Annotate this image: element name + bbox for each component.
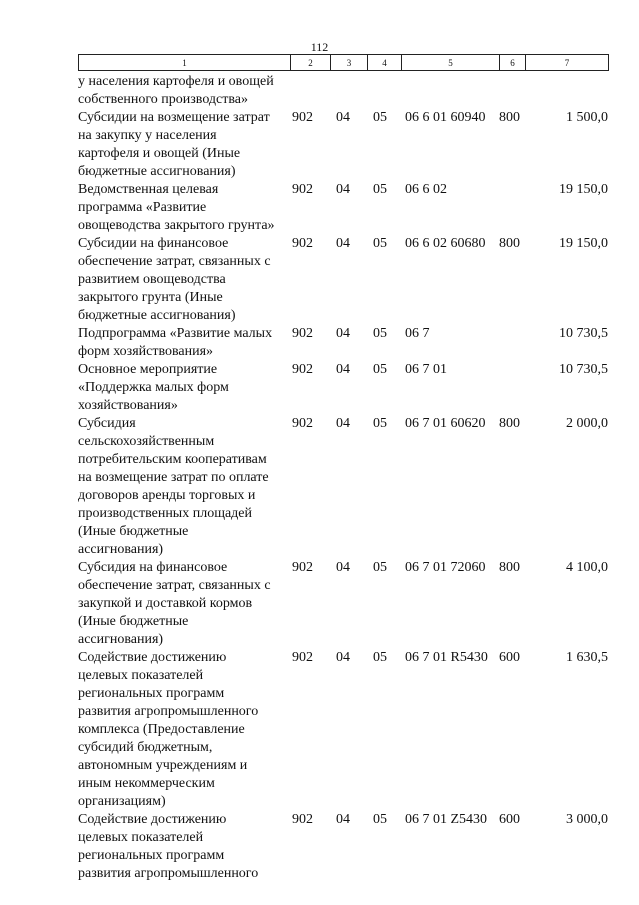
row-name: Ведомственная целевая программа «Развитие овощеводства закрытого грунта» — [78, 182, 275, 233]
table-row — [78, 235, 609, 325]
row-name: Содействие достижению целевых показателей региональных программ развития агропромышленного — [78, 812, 259, 881]
column-header-4: 4 — [368, 55, 402, 70]
row-section-code: 04 — [336, 236, 350, 251]
row-expense-type: 800 — [499, 416, 520, 431]
row-subsection-code: 05 — [373, 560, 387, 575]
row-subsection-code: 05 — [373, 110, 387, 125]
row-amount: 10 730,5 — [559, 362, 608, 377]
row-amount: 4 100,0 — [566, 560, 608, 575]
row-expense-type: 800 — [499, 560, 520, 575]
row-subsection-code: 05 — [373, 650, 387, 665]
row-ministry-code: 902 — [292, 812, 313, 827]
row-target-code: 06 7 — [405, 326, 430, 341]
row-target-code: 06 7 01 Z5430 — [405, 812, 488, 827]
column-header-2: 2 — [291, 55, 331, 70]
row-target-code: 06 7 01 60620 — [405, 416, 486, 431]
row-name: Основное мероприятие «Поддержка малых форм хозяйствования» — [78, 362, 229, 413]
table-row — [78, 559, 609, 649]
row-section-code: 04 — [336, 650, 350, 665]
row-expense-type: 800 — [499, 236, 520, 251]
row-section-code: 04 — [336, 812, 350, 827]
row-ministry-code: 902 — [292, 362, 313, 377]
row-expense-type: 600 — [499, 650, 520, 665]
row-section-code: 04 — [336, 416, 350, 431]
row-section-code: 04 — [336, 110, 350, 125]
table-row — [78, 649, 609, 811]
row-target-code: 06 6 02 60680 — [405, 236, 486, 251]
row-ministry-code: 902 — [292, 110, 313, 125]
table-row — [78, 325, 609, 361]
row-section-code: 04 — [336, 326, 350, 341]
row-ministry-code: 902 — [292, 560, 313, 575]
row-amount: 19 150,0 — [559, 182, 608, 197]
table-row — [78, 811, 609, 883]
row-target-code: 06 6 02 — [405, 182, 447, 197]
row-ministry-code: 902 — [292, 326, 313, 341]
row-target-code: 06 7 01 R5430 — [405, 650, 488, 665]
row-ministry-code: 902 — [292, 236, 313, 251]
row-subsection-code: 05 — [373, 812, 387, 827]
row-name: Содействие достижению целевых показателей региональных программ развития агропромышленного комплекса (Предоставление субсидий бюджетным, автономным учреждениям и иным некоммерческим организациям) — [78, 650, 259, 809]
row-amount: 19 150,0 — [559, 236, 608, 251]
row-amount: 1 630,5 — [566, 650, 608, 665]
row-expense-type: 600 — [499, 812, 520, 827]
row-amount: 10 730,5 — [559, 326, 608, 341]
column-header-7: 7 — [564, 57, 570, 68]
table-row — [78, 109, 609, 181]
table-row — [78, 361, 609, 415]
page-number: 112 — [310, 40, 329, 54]
row-amount: 3 000,0 — [566, 812, 608, 827]
column-header-5: 5 — [402, 55, 500, 70]
budget-table-body — [78, 73, 609, 883]
row-subsection-code: 05 — [373, 326, 387, 341]
row-ministry-code: 902 — [292, 650, 313, 665]
row-name: Подпрограмма «Развитие малых форм хозяйствования» — [78, 326, 273, 359]
row-name: Субсидия на финансовое обеспечение затрат, связанных с закупкой и доставкой кормов (Иные бюджетные ассигнования) — [78, 560, 271, 647]
row-ministry-code: 902 — [292, 182, 313, 197]
row-name: Субсидии на финансовое обеспечение затрат, связанных с развитием овощеводства закрытого грунта (Иные бюджетные ассигнования) — [78, 236, 271, 323]
column-header-row — [78, 54, 609, 71]
row-amount: 2 000,0 — [566, 416, 608, 431]
row-subsection-code: 05 — [373, 236, 387, 251]
table-row — [78, 415, 609, 559]
row-section-code: 04 — [336, 560, 350, 575]
row-section-code: 04 — [336, 182, 350, 197]
row-expense-type: 800 — [499, 110, 520, 125]
row-section-code: 04 — [336, 362, 350, 377]
row-subsection-code: 05 — [373, 416, 387, 431]
row-subsection-code: 05 — [373, 182, 387, 197]
row-name: у населения картофеля и овощей собственного производства» — [78, 74, 274, 107]
column-header-1: 1 — [79, 55, 291, 70]
row-target-code: 06 7 01 72060 — [405, 560, 486, 575]
table-row — [78, 181, 609, 235]
row-amount: 1 500,0 — [566, 110, 608, 125]
table-row — [78, 73, 609, 109]
column-header-6: 6 — [500, 55, 526, 70]
row-name: Субсидия сельскохозяйственным потребительским кооперативам на возмещение затрат по оплате договоров аренды торговых и производственных площадей (Иные бюджетные ассигнования) — [78, 416, 269, 557]
row-ministry-code: 902 — [292, 416, 313, 431]
column-header-3: 3 — [331, 55, 368, 70]
row-target-code: 06 7 01 — [405, 362, 447, 377]
row-target-code: 06 6 01 60940 — [405, 110, 486, 125]
row-name: Субсидии на возмещение затрат на закупку у населения картофеля и овощей (Иные бюджетные ассигнования) — [78, 110, 270, 179]
row-subsection-code: 05 — [373, 362, 387, 377]
